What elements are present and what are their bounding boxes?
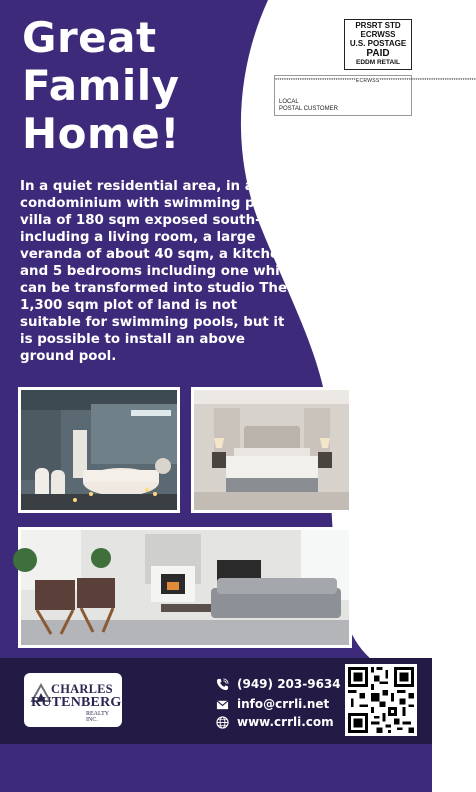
address-line-1: LOCAL: [279, 99, 299, 105]
logo-text-line-3: REALTY INC.: [86, 711, 109, 723]
property-description: In a quiet residential area, in a condominium with swimming pool, villa of 180 sqm exposed south-west including a living room, a large veranda of about 40 sqm, a kitchen and 5 bedrooms including one which can be transformed into studio The 1,300 sqm plot of land is not suitable for swimming pools, but it is possible to install an above ground pool.: [20, 179, 298, 365]
email-address[interactable]: info@crrli.net: [237, 697, 330, 711]
footer-strip: [0, 744, 432, 792]
headline-line-2: Family: [22, 60, 180, 110]
phone-icon: [216, 678, 229, 691]
postage-line-2: ECRWSS: [360, 29, 396, 39]
postage-indicia: [344, 19, 412, 70]
globe-icon: [216, 716, 229, 729]
address-line-2: POSTAL CUSTOMER: [279, 106, 338, 112]
bedroom-photo: [191, 387, 352, 513]
logo-text-line-2: RUTENBERG: [31, 695, 122, 710]
headline: [22, 14, 262, 158]
qr-code[interactable]: [345, 664, 417, 736]
address-ecrwss-line: ************************************ECRWSS*******************************************: [275, 78, 476, 84]
postage-line-5: EDDM RETAIL: [356, 59, 400, 67]
postage-line-1: PRSRT STD: [355, 21, 401, 30]
headline-line-1: Great: [22, 13, 157, 62]
postage-line-3: U.S. POSTAGE: [349, 38, 407, 48]
bathroom-photo: [18, 387, 180, 513]
address-block: [274, 75, 476, 116]
company-logo: [24, 673, 122, 727]
headline-line-3: Home!: [22, 108, 180, 158]
logo-text-line-1: CHARLES: [51, 682, 113, 696]
envelope-icon: [216, 698, 229, 711]
phone-number[interactable]: (949) 203-9634: [237, 677, 341, 691]
website-url[interactable]: www.crrli.com: [237, 715, 334, 729]
living-room-photo: [18, 527, 352, 648]
postage-line-4: PAID: [366, 48, 390, 60]
